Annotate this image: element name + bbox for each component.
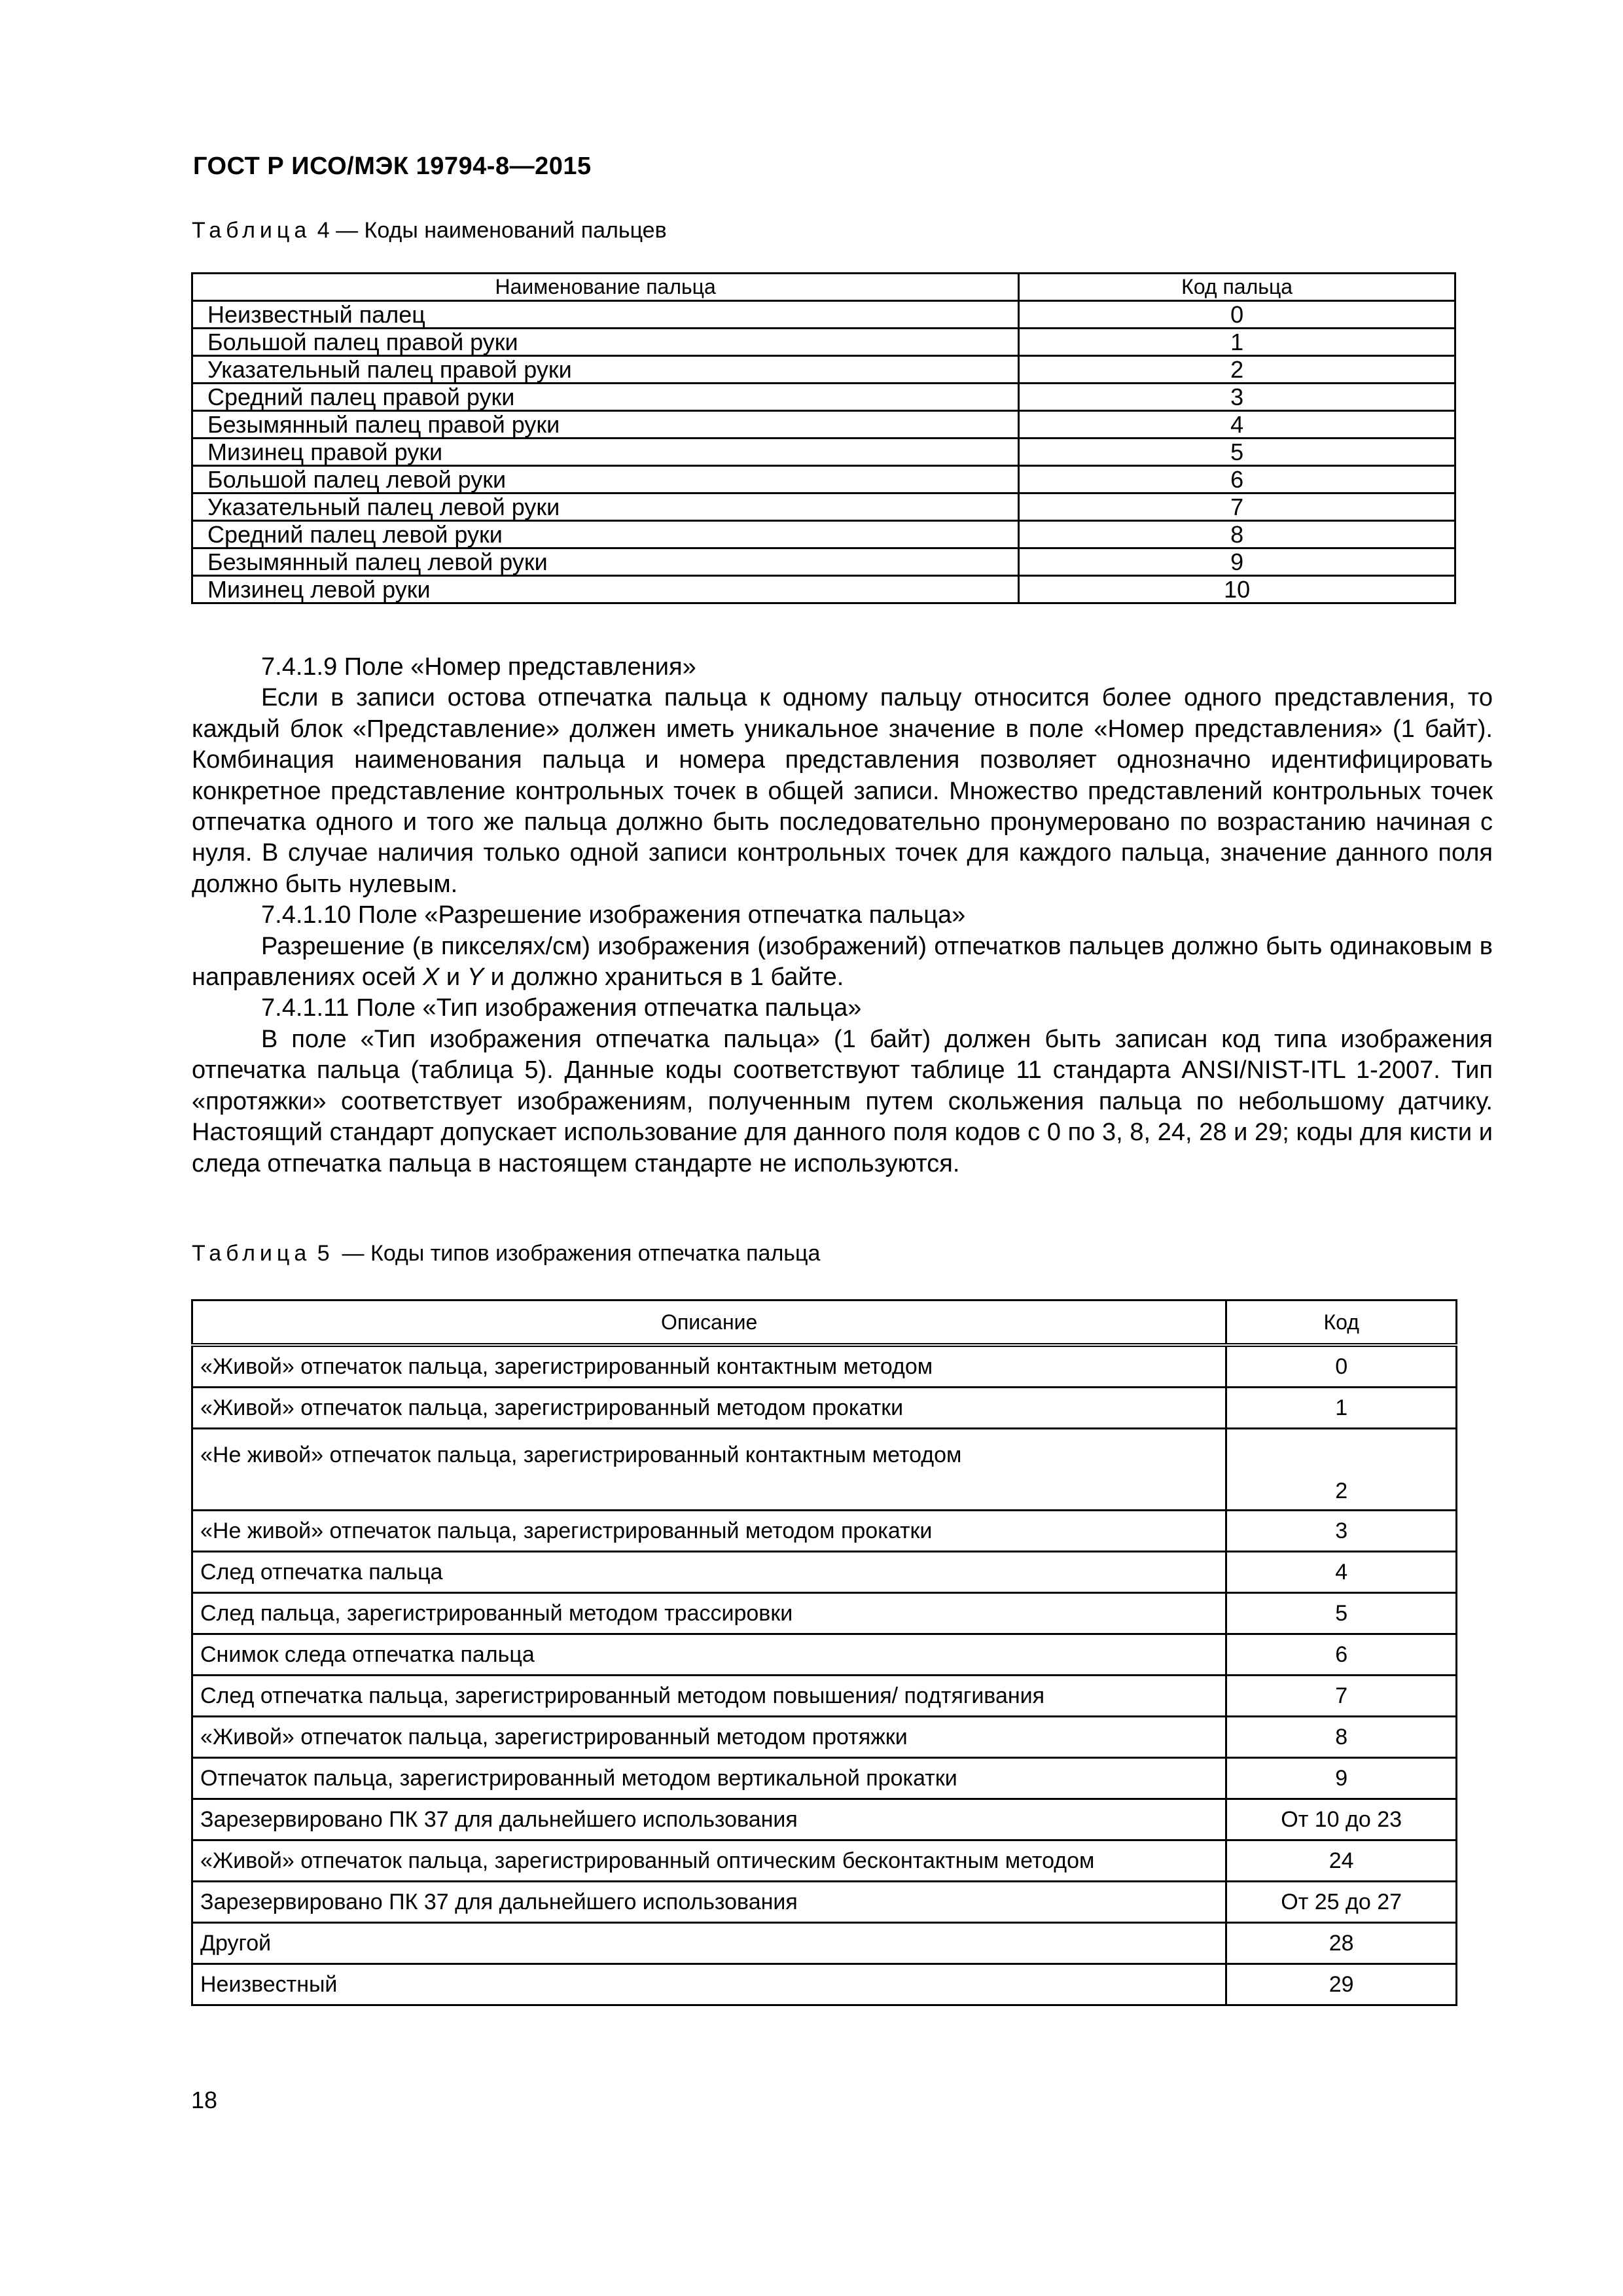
- table-row: [192, 1345, 1457, 1388]
- finger-code-cell: 10: [1019, 576, 1455, 603]
- description-cell: «Живой» отпечаток пальца, зарегистрированный оптическим бесконтактным методом: [192, 1840, 1226, 1882]
- code-cell: 4: [1226, 1552, 1457, 1593]
- table-row: [192, 1511, 1457, 1552]
- table-row: [192, 1758, 1457, 1799]
- description-cell: «Не живой» отпечаток пальца, зарегистрированный контактным методом: [192, 1429, 1226, 1511]
- table-row: [192, 1676, 1457, 1717]
- table-row: [192, 1717, 1457, 1758]
- description-cell: Неизвестный: [192, 1964, 1226, 2005]
- finger-name-cell: Большой палец правой руки: [192, 329, 1019, 356]
- table-row: [192, 1840, 1457, 1882]
- table-row: [192, 576, 1455, 603]
- table-row: [192, 329, 1455, 356]
- table4-caption-title: 4 — Коды наименований пальцев: [311, 218, 667, 243]
- description-cell: «Не живой» отпечаток пальца, зарегистрированный методом прокатки: [192, 1511, 1226, 1552]
- finger-name-cell: Большой палец левой руки: [192, 466, 1019, 493]
- finger-name-cell: Мизинец левой руки: [192, 576, 1019, 603]
- column-header-finger-code: Код пальца: [1019, 274, 1455, 301]
- finger-code-cell: 1: [1019, 329, 1455, 356]
- paragraph-resolution: [192, 931, 1493, 994]
- paragraph-view-number: Если в записи остова отпечатка пальца к одному пальцу относится более одного представления, то каждый блок «Представление» должен иметь уникальное значение в поле «Номер представления» (1 байт). Комбинация наименования пальца и номера представления позволяет однозначно идентифицировать конкретное представление контрольных точек в общей записи. Множество представлений контрольных точек отпечатка одного и того же пальца должно быть последовательно пронумеровано по возрастанию начиная с нуля. В случае наличия только одной записи контрольных точек для каждого пальца, значение данного поля должно быть нулевым.: [192, 684, 1493, 898]
- table-row: [192, 1388, 1457, 1429]
- code-cell: 28: [1226, 1923, 1457, 1964]
- finger-code-cell: 0: [1019, 301, 1455, 329]
- table-header-row: [192, 1300, 1457, 1346]
- axis-x-label: X: [422, 963, 440, 992]
- description-cell: Отпечаток пальца, зарегистрированный методом вертикальной прокатки: [192, 1758, 1226, 1799]
- code-cell: От 25 до 27: [1226, 1882, 1457, 1923]
- table-row: [192, 356, 1455, 384]
- paragraph-resolution-part-b: и должно храниться в 1 байте.: [484, 963, 844, 992]
- finger-name-cell: Средний палец правой руки: [192, 384, 1019, 411]
- section-heading-resolution: 7.4.1.10 Поле «Разрешение изображения отпечатка пальца»: [261, 901, 966, 929]
- body-text: [192, 652, 1493, 1179]
- description-cell: «Живой» отпечаток пальца, зарегистрированный контактным методом: [192, 1345, 1226, 1388]
- document-header: ГОСТ Р ИСО/МЭК 19794-8—2015: [193, 152, 592, 180]
- finger-code-cell: 4: [1019, 411, 1455, 439]
- finger-name-cell: Средний палец левой руки: [192, 521, 1019, 548]
- finger-code-cell: 5: [1019, 439, 1455, 466]
- description-cell: След отпечатка пальца, зарегистрированный методом повышения/ подтягивания: [192, 1676, 1226, 1717]
- table-row: [192, 1593, 1457, 1634]
- finger-name-cell: Указательный палец правой руки: [192, 356, 1019, 384]
- table-row: [192, 1964, 1457, 2005]
- description-cell: Снимок следа отпечатка пальца: [192, 1634, 1226, 1676]
- table-row: [192, 493, 1455, 521]
- finger-code-cell: 9: [1019, 548, 1455, 576]
- code-cell: 24: [1226, 1840, 1457, 1882]
- table-row: [192, 1634, 1457, 1676]
- finger-name-cell: Безымянный палец левой руки: [192, 548, 1019, 576]
- table-row: [192, 1923, 1457, 1964]
- finger-code-cell: 6: [1019, 466, 1455, 493]
- table-row: [192, 439, 1455, 466]
- table-row: [192, 1552, 1457, 1593]
- finger-code-cell: 3: [1019, 384, 1455, 411]
- code-cell: 7: [1226, 1676, 1457, 1717]
- table-row: [192, 466, 1455, 493]
- section-heading-image-type: 7.4.1.11 Поле «Тип изображения отпечатка пальца»: [261, 994, 862, 1022]
- table-row: [192, 1429, 1457, 1511]
- code-cell: 0: [1226, 1345, 1457, 1388]
- finger-codes-table: [191, 272, 1456, 604]
- description-cell: Другой: [192, 1923, 1226, 1964]
- finger-name-cell: Безымянный палец правой руки: [192, 411, 1019, 439]
- table-row: [192, 521, 1455, 548]
- table5-caption-word: Таблица: [192, 1241, 312, 1266]
- description-cell: След пальца, зарегистрированный методом трассировки: [192, 1593, 1226, 1634]
- table-header-row: [192, 274, 1455, 301]
- table-row: [192, 384, 1455, 411]
- table-row: [192, 1799, 1457, 1840]
- description-cell: «Живой» отпечаток пальца, зарегистрированный методом прокатки: [192, 1388, 1226, 1429]
- table-row: [192, 1882, 1457, 1923]
- axis-y-label: Y: [467, 963, 484, 992]
- description-cell: Зарезервировано ПК 37 для дальнейшего использования: [192, 1799, 1226, 1840]
- description-cell: «Живой» отпечаток пальца, зарегистрированный методом протяжки: [192, 1717, 1226, 1758]
- column-header-description: Описание: [192, 1300, 1226, 1346]
- description-cell: След отпечатка пальца: [192, 1552, 1226, 1593]
- table5-caption-title: 5 — Коды типов изображения отпечатка пальца: [311, 1241, 821, 1266]
- section-heading-view-number: 7.4.1.9 Поле «Номер представления»: [261, 653, 696, 681]
- table4-caption: [192, 218, 667, 243]
- paragraph-resolution-part-a: Разрешение (в пикселях/см) изображения (изображений) отпечатков пальцев должно быть одинаковым в направлениях осей: [192, 932, 1493, 992]
- paragraph-resolution-and: и: [439, 963, 467, 992]
- finger-name-cell: Мизинец правой руки: [192, 439, 1019, 466]
- code-cell: 1: [1226, 1388, 1457, 1429]
- table-row: [192, 548, 1455, 576]
- code-cell: 3: [1226, 1511, 1457, 1552]
- column-header-finger-name: Наименование пальца: [192, 274, 1019, 301]
- table5-caption: [192, 1241, 820, 1266]
- code-cell: 5: [1226, 1593, 1457, 1634]
- finger-code-cell: 8: [1019, 521, 1455, 548]
- code-cell: 2: [1226, 1429, 1457, 1511]
- paragraph-image-type: В поле «Тип изображения отпечатка пальца» (1 байт) должен быть записан код типа изображения отпечатка пальца (таблица 5). Данные коды соответствуют таблице 11 стандарта ANSI/NIST-ITL 1-2007. Тип «протяжки» соответствует изображениям, полученным путем скольжения пальца по небольшому датчику. Настоящий стандарт допускает использование для данного поля кодов с 0 по 3, 8, 24, 28 и 29; коды для кисти и следа отпечатка пальца в настоящем стандарте не используются.: [192, 1025, 1493, 1177]
- table-row: [192, 411, 1455, 439]
- table4-caption-word: Таблица: [192, 218, 312, 243]
- code-cell: 9: [1226, 1758, 1457, 1799]
- image-type-codes-table: [191, 1299, 1457, 2006]
- column-header-code: Код: [1226, 1300, 1457, 1346]
- code-cell: 29: [1226, 1964, 1457, 2005]
- table-row: [192, 301, 1455, 329]
- code-cell: От 10 до 23: [1226, 1799, 1457, 1840]
- page-number: 18: [191, 2087, 218, 2113]
- finger-code-cell: 7: [1019, 493, 1455, 521]
- code-cell: 6: [1226, 1634, 1457, 1676]
- description-cell: Зарезервировано ПК 37 для дальнейшего использования: [192, 1882, 1226, 1923]
- code-cell: 8: [1226, 1717, 1457, 1758]
- finger-code-cell: 2: [1019, 356, 1455, 384]
- finger-name-cell: Указательный палец левой руки: [192, 493, 1019, 521]
- finger-name-cell: Неизвестный палец: [192, 301, 1019, 329]
